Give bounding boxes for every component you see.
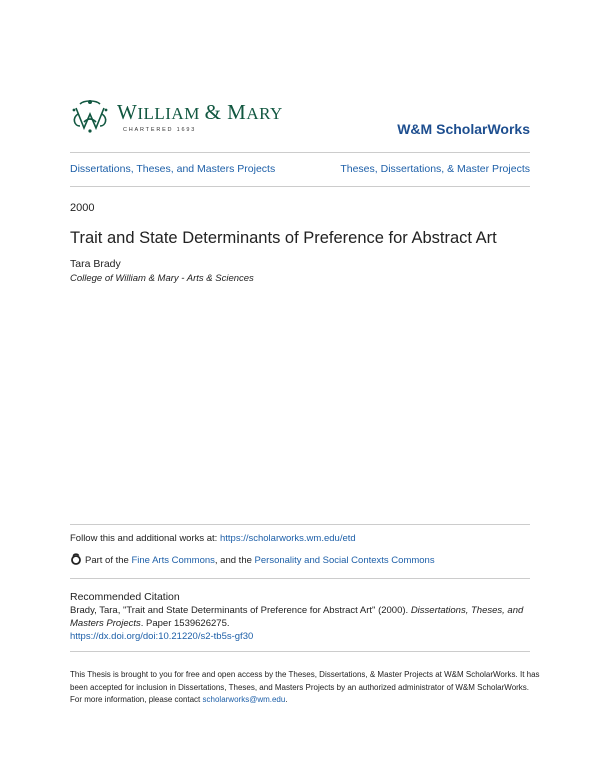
divider-citation: [70, 578, 530, 579]
cypher-crest-icon: [70, 98, 110, 134]
part-of-text: Part of the: [85, 555, 132, 566]
header: [70, 96, 530, 140]
citation-series: Dissertations, Theses, and Masters Projects: [70, 605, 524, 629]
divider-follow: [70, 524, 530, 525]
divider-footer: [70, 651, 530, 652]
divider-top: [70, 152, 530, 153]
fine-arts-commons-link[interactable]: Fine Arts Commons: [131, 555, 215, 566]
divider-collections: [70, 186, 530, 187]
follow-url-link[interactable]: https://scholarworks.wm.edu/etd: [219, 533, 356, 544]
collection-link-theses[interactable]: Theses, Dissertations, & Master Projects: [340, 163, 530, 175]
access-notice: [70, 669, 540, 707]
follow-line: [70, 533, 356, 544]
publication-year: 2000: [70, 202, 95, 214]
logo-chartered-text: CHARTERED 1693: [123, 127, 197, 133]
open-access-icon: [70, 553, 82, 565]
access-notice-end: .: [285, 695, 288, 704]
scholarworks-brand[interactable]: W&M ScholarWorks: [397, 121, 530, 137]
contact-email-link[interactable]: scholarworks@wm.edu: [202, 695, 286, 704]
logo-title: WILLIAM & MARY: [117, 100, 283, 124]
follow-text: Follow this and additional works at:: [70, 533, 220, 544]
william-mary-logo[interactable]: [70, 96, 300, 140]
doi-link[interactable]: https://dx.doi.org/doi:10.21220/s2-tb5s-gf30: [70, 631, 254, 642]
citation-heading: Recommended Citation: [70, 591, 180, 603]
personality-social-commons-link[interactable]: Personality and Social Contexts Commons: [254, 555, 435, 566]
document-title: Trait and State Determinants of Preference for Abstract Art: [70, 229, 497, 247]
author-affiliation: College of William & Mary - Arts & Sciences: [70, 273, 254, 284]
collection-link-dissertations[interactable]: Dissertations, Theses, and Masters Projects: [70, 163, 276, 175]
access-notice-text: This Thesis is brought to you for free and open access by the Theses, Dissertations, & Master Projects at W&M ScholarWorks. It has been accepted for inclusion in Dissertations, Theses, and Masters Projects by an authorized administrator of W&M ScholarWorks. For more information, please contact: [70, 670, 540, 704]
part-of-line: [70, 553, 435, 566]
author-name: Tara Brady: [70, 258, 121, 270]
citation-paper-number: . Paper 1539626275.: [140, 618, 230, 629]
citation-text: Brady, Tara, "Trait and State Determinants of Preference for Abstract Art" (2000).: [70, 605, 411, 616]
part-of-connector: , and the: [214, 555, 255, 566]
citation-body: [70, 604, 535, 643]
